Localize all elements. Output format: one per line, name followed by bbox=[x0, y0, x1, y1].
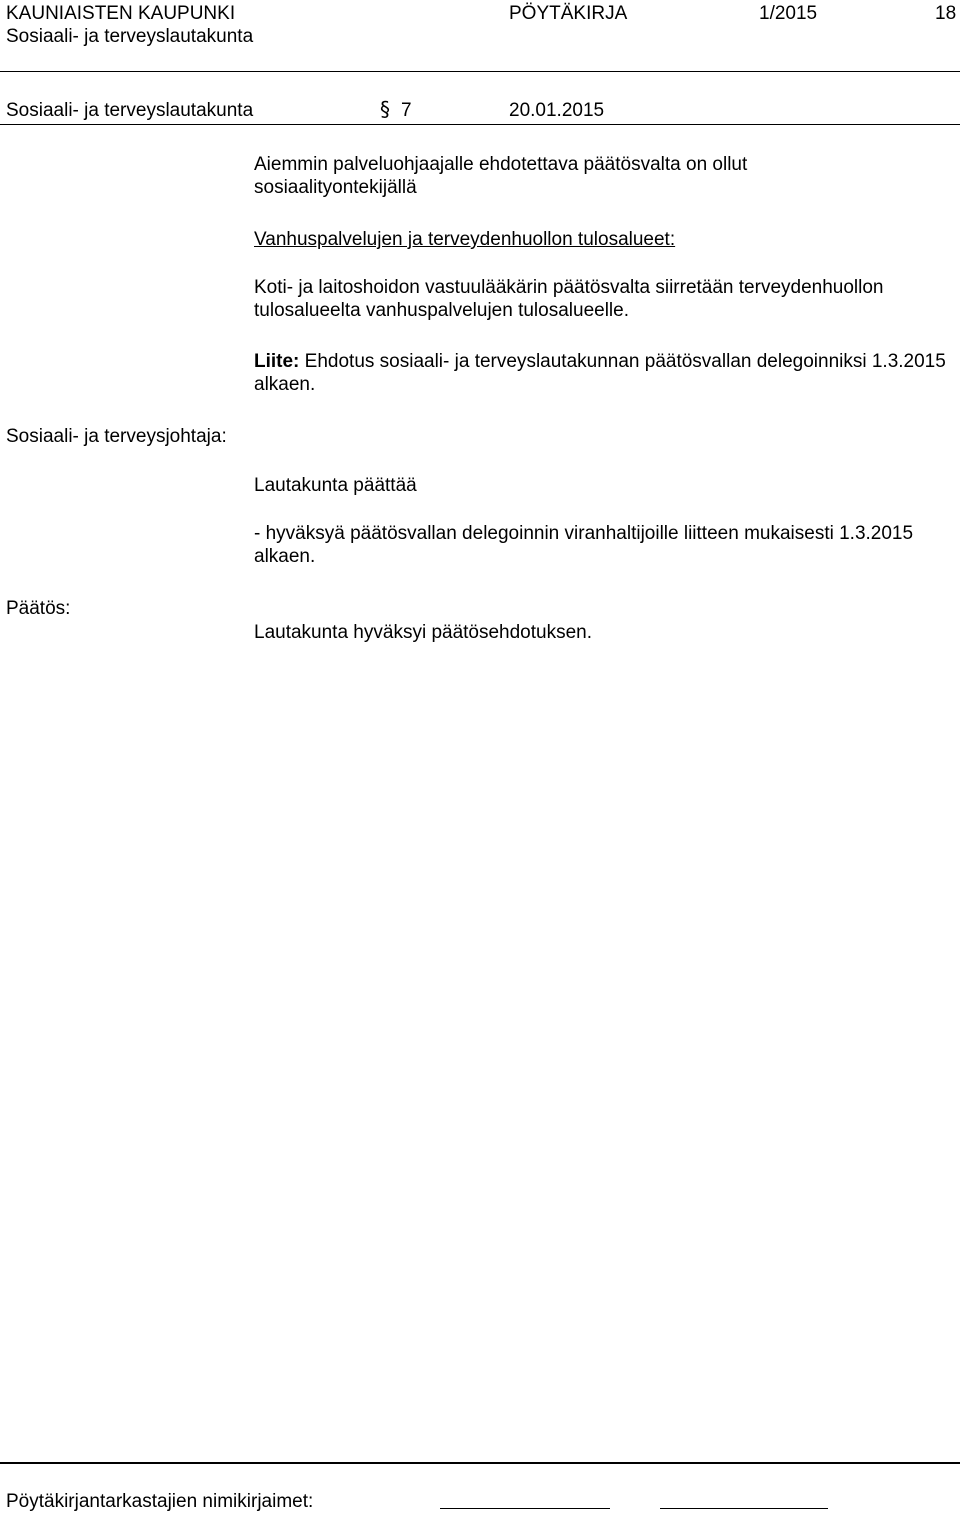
document-number: 1/2015 bbox=[759, 3, 818, 24]
section-number: 7 bbox=[401, 100, 412, 121]
proposal-intro: Lautakunta päättää bbox=[254, 475, 417, 496]
signature-line-2 bbox=[660, 1508, 828, 1509]
footer-divider bbox=[0, 1462, 960, 1464]
decision-text: Lautakunta hyväksyi päätösehdotuksen. bbox=[254, 622, 593, 643]
paragraph-authority-transfer: Koti- ja laitoshoidon vastuulääkärin päätösvalta siirretään terveydenhuollon tulosalueelta vanhuspalvelujen tulosalueelle. bbox=[254, 277, 884, 321]
section-board-name: Sosiaali- ja terveyslautakunta bbox=[6, 100, 254, 121]
proposal-text: - hyväksyä päätösvallan delegoinnin viranhaltijoille liitteen mukaisesti 1.3.2015 alkaen. bbox=[254, 523, 914, 567]
attachment-label: Liite: bbox=[254, 351, 300, 372]
page-number: 18 bbox=[935, 3, 957, 24]
board-name: Sosiaali- ja terveyslautakunta bbox=[6, 26, 254, 47]
document-type: PÖYTÄKIRJA bbox=[509, 3, 628, 24]
attachment-text: Ehdotus sosiaali- ja terveyslautakunnan päätösvallan delegoinniksi 1.3.2015 alkaen. bbox=[254, 351, 946, 395]
paragraph-previous-authority: Aiemmin palveluohjaajalle ehdotettava päätösvalta on ollut sosiaalityontekijällä bbox=[254, 154, 748, 198]
decision-label: Päätös: bbox=[6, 598, 71, 619]
attachment-paragraph bbox=[254, 350, 954, 396]
subheading-elderly-health: Vanhuspalvelujen ja terveydenhuollon tulosalueet: bbox=[254, 229, 676, 250]
signature-label: Pöytäkirjantarkastajien nimikirjaimet: bbox=[6, 1491, 314, 1512]
proposer-label: Sosiaali- ja terveysjohtaja: bbox=[6, 426, 227, 447]
header-divider bbox=[0, 71, 960, 72]
section-symbol: § bbox=[380, 97, 390, 121]
signature-line-1 bbox=[440, 1508, 610, 1509]
meeting-date: 20.01.2015 bbox=[509, 100, 605, 121]
municipality-name: KAUNIAISTEN KAUPUNKI bbox=[6, 3, 236, 24]
section-divider bbox=[0, 124, 960, 125]
